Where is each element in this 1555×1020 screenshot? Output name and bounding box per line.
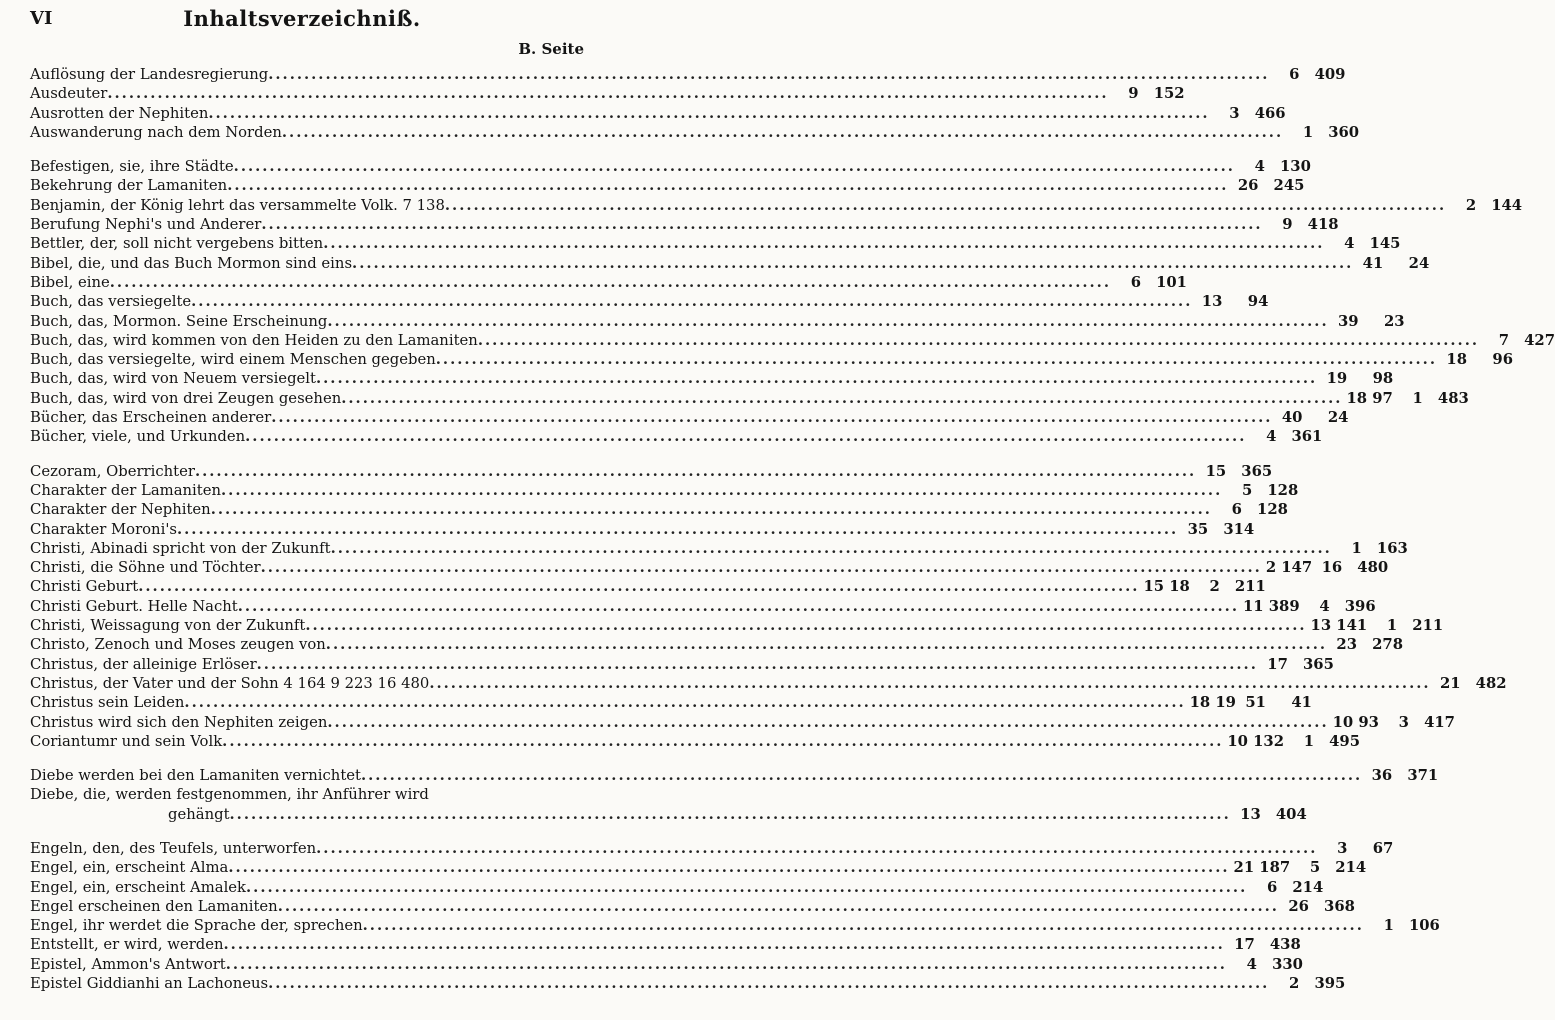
entry-page: 24 xyxy=(1327,409,1349,427)
entry-text: gehängt xyxy=(168,805,230,823)
dot-leader xyxy=(184,693,1185,712)
entry-additional-reference: 15 18 xyxy=(1143,578,1190,596)
entry-book: 9 xyxy=(1282,216,1293,234)
index-group xyxy=(30,462,1507,751)
index-entry xyxy=(30,732,1361,751)
entry-text: Bibel, die, und das Buch Mormon sind eins xyxy=(30,254,353,272)
entry-book: 4 xyxy=(1344,235,1355,253)
entry-text: Ausdeuter xyxy=(30,85,108,103)
entry-book: 4 xyxy=(1254,158,1265,176)
entry-page: 101 xyxy=(1156,273,1187,291)
dot-leader xyxy=(177,520,1178,539)
entry-text: Auflösung der Landesregierung xyxy=(30,66,269,83)
entry-book: 41 xyxy=(1362,254,1384,272)
entry-page: 365 xyxy=(1302,655,1334,673)
dot-leader xyxy=(436,350,1437,369)
entry-additional-reference: 21 187 xyxy=(1233,859,1291,877)
entry-page: 163 xyxy=(1376,539,1408,557)
entry-book: 39 xyxy=(1338,312,1359,330)
index-entry xyxy=(30,839,1394,858)
entry-page: 211 xyxy=(1412,617,1444,635)
entry-page: 365 xyxy=(1241,462,1273,480)
entry-book: 26 xyxy=(1288,897,1309,915)
index-entry xyxy=(30,693,1312,712)
dot-leader xyxy=(326,635,1327,654)
dot-leader xyxy=(331,539,1332,558)
entry-text: Berufung Nephi's und Anderer xyxy=(30,216,262,234)
dot-leader xyxy=(208,104,1209,123)
entry-additional-reference: 13 141 xyxy=(1310,617,1368,635)
index-entry xyxy=(30,878,1324,897)
dot-leader xyxy=(261,558,1262,577)
index-entry xyxy=(30,389,1469,408)
dot-leader xyxy=(221,481,1222,500)
entry-page: 145 xyxy=(1369,235,1401,253)
dot-leader xyxy=(327,312,1328,331)
entry-book: 13 xyxy=(1201,293,1223,311)
entry-book: 4 xyxy=(1246,955,1257,973)
entry-page: 438 xyxy=(1269,936,1301,954)
entry-page: 368 xyxy=(1324,897,1355,915)
entry-book: 2 xyxy=(1465,196,1477,214)
dot-leader xyxy=(429,674,1430,693)
entry-page: 371 xyxy=(1407,767,1439,785)
index-entry xyxy=(30,215,1339,234)
entry-page: 314 xyxy=(1223,520,1255,538)
entry-text: Ausrotten der Nephiten xyxy=(30,104,209,122)
entry-page: 144 xyxy=(1491,196,1523,214)
entry-text: Christi Geburt. Helle Nacht xyxy=(30,597,238,615)
entry-page: 395 xyxy=(1314,975,1346,993)
index-entry xyxy=(30,897,1355,916)
dot-leader xyxy=(234,157,1235,176)
entry-text: Engel, ihr werdet die Sprache der, sprechen xyxy=(30,917,363,935)
dot-leader xyxy=(316,839,1317,858)
entry-book: 5 xyxy=(1241,481,1253,499)
entry-page: 417 xyxy=(1424,713,1455,731)
dot-leader xyxy=(316,369,1317,388)
entry-book: 36 xyxy=(1371,767,1393,785)
entry-page: 330 xyxy=(1272,955,1303,973)
index-entry xyxy=(30,273,1187,292)
index-list xyxy=(30,65,1555,1008)
entry-page: 67 xyxy=(1372,839,1394,857)
entry-text: Bibel, eine xyxy=(30,273,110,291)
dot-leader xyxy=(268,65,1269,84)
dot-leader xyxy=(305,616,1306,635)
dot-leader xyxy=(478,331,1479,350)
entry-book: 15 xyxy=(1205,462,1227,480)
entry-text: Engeln, den, des Teufels, unterworfen xyxy=(30,839,317,857)
index-entry xyxy=(30,350,1513,369)
index-entry xyxy=(30,785,586,804)
entry-book: 7 xyxy=(1498,331,1510,349)
entry-text: Christo, Zenoch und Moses zeugen von xyxy=(30,636,326,654)
index-entry xyxy=(30,254,1430,273)
dot-leader xyxy=(363,916,1364,935)
dot-leader xyxy=(246,878,1247,897)
entry-text: Benjamin, der König lehrt das versammelte Volk. 7 138 xyxy=(30,196,445,214)
dot-leader xyxy=(228,858,1229,877)
entry-page: 214 xyxy=(1335,859,1367,877)
index-group xyxy=(30,157,1555,446)
entry-text: Charakter der Lamaniten xyxy=(30,481,222,499)
entry-book: 17 xyxy=(1267,655,1288,673)
dot-leader xyxy=(224,935,1225,954)
entry-additional-reference: 10 132 xyxy=(1227,732,1285,750)
page-title: Inhaltsverzeichniß. xyxy=(183,6,421,31)
index-group xyxy=(30,65,1360,142)
entry-book: 1 xyxy=(1386,617,1398,635)
entry-text: Coriantumr und sein Volk xyxy=(30,732,223,750)
dot-leader xyxy=(271,408,1272,427)
entry-page: 495 xyxy=(1329,732,1361,750)
entry-page: 106 xyxy=(1408,917,1440,935)
entry-text: Buch, das, wird kommen von den Heiden zu den Lamaniten xyxy=(30,331,478,349)
index-entry xyxy=(30,635,1404,654)
dot-leader xyxy=(227,176,1228,195)
index-group xyxy=(30,766,1439,824)
entry-book: 9 xyxy=(1128,85,1139,103)
dot-leader xyxy=(323,234,1324,253)
entry-text: Diebe werden bei den Lamaniten vernichtet xyxy=(30,767,361,785)
dot-leader xyxy=(222,732,1223,751)
index-entry xyxy=(30,500,1288,519)
entry-page: 130 xyxy=(1280,158,1311,176)
entry-page: 23 xyxy=(1384,312,1405,330)
index-entry xyxy=(30,858,1367,877)
entry-book: 4 xyxy=(1266,428,1277,446)
entry-page: 278 xyxy=(1372,636,1404,654)
entry-text: Diebe, die, werden festgenommen, ihr Anführer wird xyxy=(30,786,429,804)
entry-book: 3 xyxy=(1337,839,1348,857)
entry-text: Buch, das, Mormon. Seine Erscheinung xyxy=(30,312,328,330)
index-entry xyxy=(30,312,1405,331)
entry-book: 6 xyxy=(1266,878,1278,896)
column-header-label: B. Seite xyxy=(518,40,584,58)
page-header xyxy=(0,6,604,36)
index-entry xyxy=(30,84,1185,103)
entry-text: Christi, die Söhne und Töchter xyxy=(30,559,261,577)
index-entry xyxy=(30,616,1444,635)
dot-leader xyxy=(110,273,1111,292)
entry-text: Bekehrung der Lamaniten xyxy=(30,177,228,195)
entry-additional-reference: 18 97 xyxy=(1346,389,1393,407)
entry-book: 6 xyxy=(1289,66,1300,83)
index-entry xyxy=(30,674,1507,693)
entry-book: 17 xyxy=(1234,936,1255,954)
entry-text: Engel erscheinen den Lamaniten xyxy=(30,897,278,915)
entry-book: 13 xyxy=(1240,805,1261,823)
entry-book: 19 xyxy=(1326,370,1348,388)
index-entry xyxy=(30,104,1286,123)
entry-book: 2 xyxy=(1209,578,1220,596)
entry-text: Epistel, Ammon's Antwort xyxy=(30,955,226,973)
entry-text: Christus wird sich den Nephiten zeigen xyxy=(30,713,328,731)
entry-book: 51 xyxy=(1245,694,1266,712)
dot-leader xyxy=(282,123,1283,142)
entry-additional-reference: 2 147 xyxy=(1265,559,1313,577)
dot-leader xyxy=(352,254,1353,273)
index-entry xyxy=(30,916,1440,935)
entry-text: Bücher, viele, und Urkunden xyxy=(30,428,246,446)
dot-leader xyxy=(211,500,1212,519)
entry-text: Engel, ein, erscheint Alma xyxy=(30,859,229,877)
entry-text: Christus, der Vater und der Sohn 4 164 9 223 16 480 xyxy=(30,674,430,692)
entry-page: 427 xyxy=(1524,331,1555,349)
entry-text: Bettler, der, soll nicht vergebens bitten xyxy=(30,235,324,253)
index-entry xyxy=(30,292,1269,311)
column-header xyxy=(40,40,584,62)
entry-book: 40 xyxy=(1281,409,1303,427)
index-entry xyxy=(30,427,1323,446)
entry-additional-reference: 18 19 xyxy=(1189,694,1236,712)
entry-page: 404 xyxy=(1275,805,1307,823)
entry-additional-reference: 11 389 xyxy=(1242,597,1300,615)
entry-page: 94 xyxy=(1247,293,1269,311)
index-entry xyxy=(30,558,1389,577)
entry-page: 466 xyxy=(1254,104,1286,122)
entry-text: Christi, Weissagung von der Zukunft xyxy=(30,617,306,635)
index-entry xyxy=(30,577,1266,596)
index-entry xyxy=(30,481,1299,500)
entry-book: 1 xyxy=(1383,917,1394,935)
entry-page: 41 xyxy=(1291,694,1312,712)
index-entry xyxy=(30,766,1439,785)
entry-book: 23 xyxy=(1336,636,1358,654)
entry-book: 1 xyxy=(1412,389,1423,407)
entry-text: Engel, ein, erscheint Amalek xyxy=(30,878,247,896)
index-entry xyxy=(30,713,1455,732)
entry-page: 483 xyxy=(1437,389,1469,407)
entry-page: 480 xyxy=(1357,559,1389,577)
entry-page: 360 xyxy=(1328,123,1360,141)
index-entry xyxy=(30,408,1349,427)
entry-book: 1 xyxy=(1351,539,1362,557)
entry-page: 211 xyxy=(1234,578,1266,596)
dot-leader xyxy=(257,655,1258,674)
entry-page: 396 xyxy=(1344,597,1376,615)
entry-book: 2 xyxy=(1289,975,1300,993)
dot-leader xyxy=(226,955,1227,974)
entry-book: 4 xyxy=(1319,597,1330,615)
entry-text: Buch, das, wird von Neuem versiegelt xyxy=(30,370,316,388)
entry-text: Bücher, das Erscheinen anderer xyxy=(30,409,272,427)
entry-book: 5 xyxy=(1309,859,1321,877)
entry-book: 6 xyxy=(1130,273,1141,291)
entry-text: Christus sein Leiden xyxy=(30,694,185,712)
dot-leader xyxy=(138,577,1139,596)
entry-book: 6 xyxy=(1231,501,1242,519)
entry-book: 3 xyxy=(1229,104,1240,122)
index-entry xyxy=(30,597,1376,616)
entry-text: Buch, das versiegelte xyxy=(30,293,192,311)
dot-leader xyxy=(445,196,1446,215)
entry-page: 24 xyxy=(1408,254,1430,272)
index-entry xyxy=(30,176,1305,195)
entry-text: Christus, der alleinige Erlöser xyxy=(30,655,257,673)
dot-leader xyxy=(107,84,1108,103)
entry-text: Charakter Moroni's xyxy=(30,520,177,538)
dot-leader xyxy=(327,713,1328,732)
entry-text: Epistel Giddianhi an Lachoneus xyxy=(30,975,269,993)
entry-page: 418 xyxy=(1307,216,1339,234)
dot-leader xyxy=(261,215,1262,234)
entry-book: 1 xyxy=(1303,732,1315,750)
entry-text: Befestigen, sie, ihre Städte xyxy=(30,158,234,176)
index-entry xyxy=(30,196,1523,215)
entry-page: 409 xyxy=(1314,66,1346,83)
dot-leader xyxy=(268,974,1269,993)
entry-book: 1 xyxy=(1302,123,1314,141)
dot-leader xyxy=(238,597,1239,616)
entry-page: 214 xyxy=(1292,878,1324,896)
index-entry xyxy=(30,539,1408,558)
entry-book: 21 xyxy=(1439,674,1461,692)
entry-text: Entstellt, er wird, werden xyxy=(30,936,224,954)
index-entry xyxy=(30,123,1360,142)
index-entry xyxy=(30,369,1394,388)
index-entry xyxy=(30,462,1273,481)
dot-leader xyxy=(195,462,1196,481)
entry-text: Christi, Abinadi spricht von der Zukunft xyxy=(30,539,331,557)
entry-book: 35 xyxy=(1187,520,1209,538)
index-entry xyxy=(30,805,1307,824)
entry-text: Charakter der Nephiten xyxy=(30,501,211,519)
entry-book: 18 xyxy=(1446,351,1467,369)
entry-page: 361 xyxy=(1291,428,1323,446)
entry-text: Auswanderung nach dem Norden xyxy=(30,123,282,141)
entry-text: Buch, das, wird von drei Zeugen gesehen xyxy=(30,389,342,407)
entry-page: 245 xyxy=(1273,177,1305,195)
entry-page: 96 xyxy=(1492,351,1513,369)
dot-leader xyxy=(361,766,1362,785)
page-number: VI xyxy=(30,8,53,29)
entry-book: 26 xyxy=(1237,177,1259,195)
index-entry xyxy=(30,955,1303,974)
entry-text: Cezoram, Oberrichter xyxy=(30,462,195,480)
entry-book: 16 xyxy=(1321,559,1343,577)
index-entry xyxy=(30,234,1401,253)
entry-page: 128 xyxy=(1257,501,1288,519)
index-entry xyxy=(30,157,1311,176)
entry-page: 152 xyxy=(1153,85,1185,103)
index-group xyxy=(30,839,1440,993)
dot-leader xyxy=(230,805,1231,824)
index-entry xyxy=(30,331,1555,350)
entry-book: 3 xyxy=(1398,713,1409,731)
entry-page: 482 xyxy=(1475,674,1507,692)
index-entry xyxy=(30,935,1301,954)
dot-leader xyxy=(245,427,1246,446)
dot-leader xyxy=(341,389,1342,408)
index-entry xyxy=(30,655,1334,674)
index-entry xyxy=(30,520,1255,539)
dot-leader xyxy=(191,292,1192,311)
entry-additional-reference: 10 93 xyxy=(1332,713,1379,731)
index-entry xyxy=(30,974,1346,993)
entry-page: 98 xyxy=(1372,370,1394,388)
index-entry xyxy=(30,65,1346,84)
entry-page: 128 xyxy=(1267,481,1299,499)
entry-text: Christi Geburt xyxy=(30,578,139,596)
entry-text: Buch, das versiegelte, wird einem Menschen gegeben xyxy=(30,351,436,369)
dot-leader xyxy=(278,897,1279,916)
